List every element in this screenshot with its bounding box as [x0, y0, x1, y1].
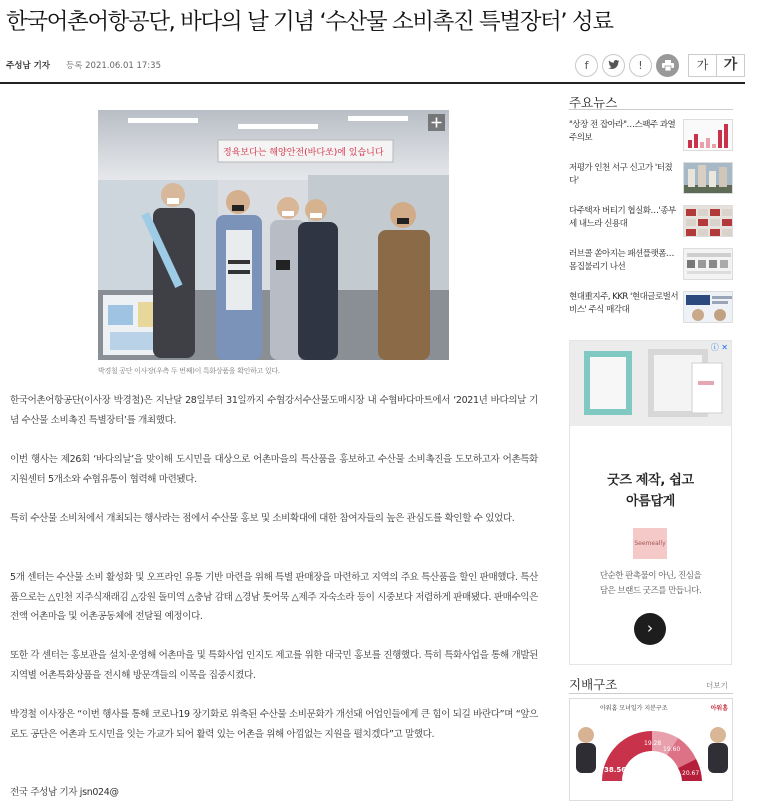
governance-donut-chart	[570, 699, 733, 801]
twitter-share-button[interactable]	[602, 54, 625, 77]
article-paragraph: 또한 각 센터는 홍보관을 설치·운영해 어촌마을 및 특화사업 인지도 제고를 위한 대국민 홍보를 진행했다. 특히 특화사업을 통해 개발된 지역별 어촌특화상품을 전시해 방문객들의 이목을 집중시켰다.	[10, 650, 538, 681]
main-news-thumbnail[interactable]	[683, 248, 733, 280]
governance-chart-card[interactable]	[569, 698, 733, 801]
ad-title-line[interactable]: 아름답게	[625, 494, 676, 509]
main-news-thumbnail[interactable]	[683, 291, 733, 323]
print-button[interactable]	[656, 54, 679, 77]
article-headline: 한국어촌어항공단, 바다의 날 기념 ‘수산물 소비촉진 특별장터’ 성료	[6, 9, 613, 35]
font-smaller-button[interactable]: 가	[696, 58, 709, 72]
governance-value-label: 20.67	[682, 770, 700, 777]
kakaostory-icon: !	[638, 59, 643, 72]
ad-description	[570, 569, 731, 599]
main-news-item[interactable]	[569, 205, 733, 237]
facebook-icon: f	[584, 59, 589, 72]
article-paragraph: 이번 행사는 제26회 ‘바다의날’을 맞이해 도시민을 대상으로 어촌마을의 특산품을 홍보하고 수산물 소비촉진을 도모하고자 어촌특화지원센터 5개소와 수협유통이 협력해 마련됐다.	[10, 454, 538, 485]
photo-caption: 박경철 공단 이사장(우측 두 번째)이 특화상품을 확인하고 있다.	[98, 367, 280, 375]
font-size-control	[688, 54, 745, 77]
font-larger-button[interactable]: 가	[716, 55, 744, 76]
article-paragraph: 특히 수산물 소비처에서 개최되는 행사라는 점에서 수산물 홍보 및 소비확대에 대한 참여자들의 높은 관심도를 확인할 수 있었다.	[10, 513, 515, 524]
ad-title-line[interactable]: 굿즈 제작, 쉽고	[607, 473, 694, 488]
print-icon	[662, 60, 674, 71]
article-signoff: 전국 주성남 기자 jsn024@	[10, 787, 119, 798]
main-news-item[interactable]	[569, 119, 733, 151]
main-news-item[interactable]	[569, 291, 733, 323]
ad-description-line: 단순한 판촉물이 아닌, 진심을	[599, 571, 702, 581]
ad-close-icon[interactable]: ⓘ ✕	[710, 343, 728, 352]
facebook-share-button[interactable]	[575, 54, 598, 77]
registered-date: 등록 2021.06.01 17:35	[66, 61, 161, 71]
main-news-thumbnail[interactable]	[683, 205, 733, 237]
reporter-name[interactable]: 주성남 기자	[6, 61, 51, 71]
governance-more-link[interactable]: 더보기	[706, 681, 728, 690]
ad-next-arrow-icon[interactable]: ›	[634, 613, 666, 645]
article-photo	[98, 110, 449, 360]
ad-brand-logo[interactable]: Seemeally	[633, 528, 667, 559]
article-meta-bar	[0, 46, 745, 84]
main-news-headline[interactable]: "상장 전 잡아라"…스팩주 과열 주의보	[569, 120, 676, 143]
governance-value-label: 19.60	[663, 746, 681, 753]
main-news-headline[interactable]: 현대重지주, KKR '현대글로벌서비스' 주식 매각대	[569, 292, 679, 315]
main-news-divider	[569, 109, 733, 110]
market-scene-image	[98, 110, 449, 360]
governance-section-title: 지배구조	[569, 677, 618, 692]
governance-chart-title: 아워홈 모녀일가 지분구조	[600, 705, 668, 712]
ad-description-line: 담은 브랜드 굿즈를 만듭니다.	[599, 586, 702, 596]
article-paragraph: 5개 센터는 수산물 소비 활성화 및 오프라인 유통 기반 마련을 위해 특별 판매장을 마련하고 지역의 주요 특산품을 할인 판매했다. 특산품으로는 △인천 지주식재래김 △강원 돌미역 △충남 감태 △경남 톳어묵 △제주 자숙소라 등이 시중보다 저렴하게 판매됐다. 판매수익은 전액 어촌마을 및 어촌공동체에 전달될 예정이다.	[10, 572, 538, 622]
ourhome-logo: 아워홈	[710, 705, 728, 712]
main-news-item[interactable]	[569, 248, 733, 280]
governance-value-label: 38.56	[604, 766, 627, 774]
main-news-title: 주요뉴스	[569, 95, 618, 110]
main-news-headline[interactable]: 러브콜 쏟아지는 패션플랫폼…몸집불리기 나선	[569, 249, 674, 272]
main-news-thumbnail[interactable]	[683, 162, 733, 194]
twitter-icon	[608, 60, 620, 70]
article-paragraph: 한국어촌어항공단(이사장 박경철)은 지난달 28일부터 31일까지 수협강서수산물도매시장 내 수협바다마트에서 ‘2021년 바다의날 기념 수산물 소비촉진 특별장터’를 개최했다.	[10, 395, 538, 426]
main-news-thumbnail[interactable]	[683, 119, 733, 151]
main-news-item[interactable]	[569, 162, 733, 194]
main-news-headline[interactable]: 다주택자 버티기 협실화…'종부세 내느라 신용대	[569, 206, 676, 229]
main-news-headline[interactable]: 저평가 인천 서구 신고가 '터졌다'	[569, 163, 673, 186]
kakaostory-share-button[interactable]	[629, 54, 652, 77]
article-paragraph: 박경철 이사장은 “이번 행사를 통해 코로나19 장기화로 위축된 수산물 소비문화가 개선돼 어업인들에게 큰 힘이 되길 바란다”며 “앞으로도 공단은 어촌과 도시민을 잇는 가교가 되어 활력 있는 어촌을 위해 아낌없는 지원을 펼치겠다”고 말했다.	[10, 709, 538, 740]
governance-value-label: 19.28	[644, 740, 662, 747]
sidebar-advertisement[interactable]	[569, 340, 732, 665]
governance-divider	[569, 693, 733, 694]
store-banner-text: 정육보다는 해양안전(바다쏘)에 있습니다	[223, 148, 384, 158]
ad-product-image[interactable]	[570, 341, 731, 426]
